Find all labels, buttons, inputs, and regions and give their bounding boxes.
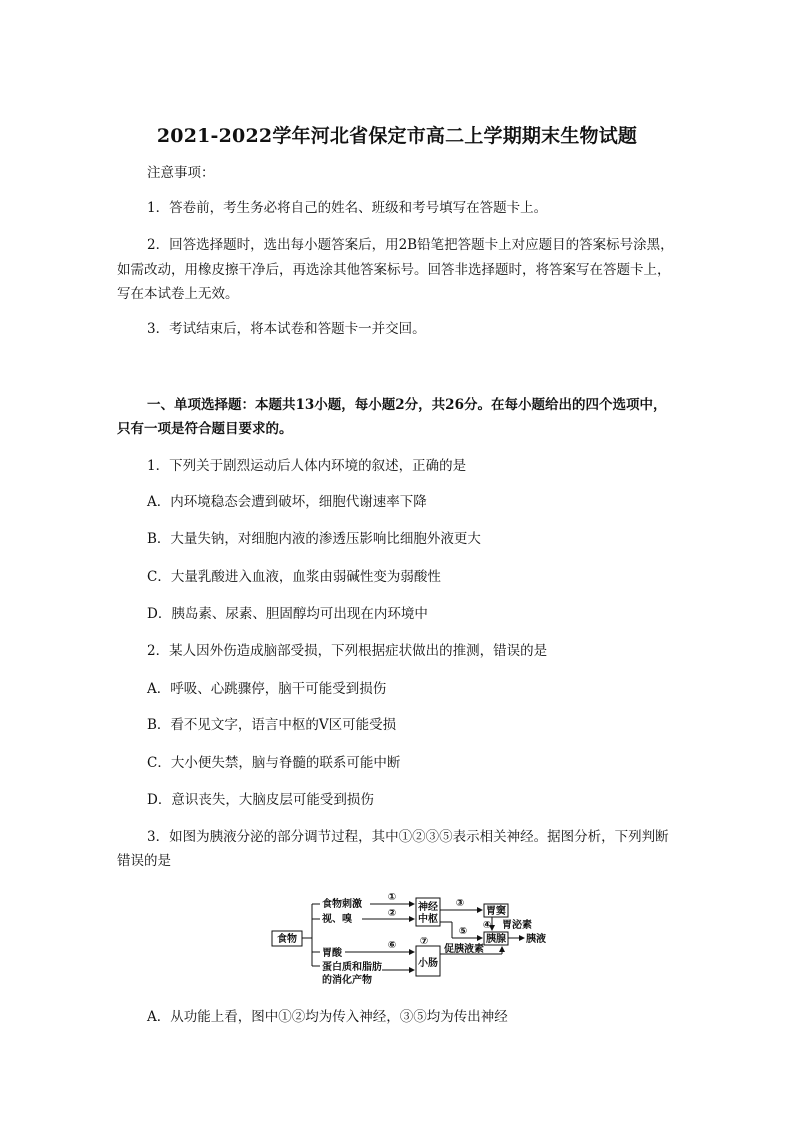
- nerve-4-label: ④: [482, 920, 492, 931]
- q1-option-b: B．大量失钠，对细胞内液的渗透压影响比细胞外液更大: [147, 531, 481, 547]
- gastrin-label: 胃泌素: [502, 920, 532, 931]
- q2-option-b: B．看不见文字，语言中枢的V区可能受损: [147, 717, 397, 733]
- q1-option-c: C．大量乳酸进入血液，血浆由弱碱性变为弱酸性: [147, 569, 441, 585]
- q1-option-a: A．内环境稳态会遭到破坏，细胞代谢速率下降: [147, 494, 427, 510]
- see-smell-label: 视、嗅: [322, 914, 352, 925]
- notice-item-3: 3．考试结束后，将本试卷和答题卡一并交回。: [147, 321, 426, 337]
- nerve-2-label: ②: [387, 908, 397, 919]
- notice-heading: 注意事项：: [147, 165, 215, 181]
- q3-stem-line-1: 3．如图为胰液分泌的部分调节过程，其中①②③⑤表示相关神经。据图分析，下列判断: [147, 829, 669, 845]
- section-heading-line-1: 一、单项选择题：本题共13小题，每小题2分，共26分。在每小题给出的四个选项中，: [147, 397, 667, 413]
- pancreas-label: 胰腺: [486, 934, 506, 945]
- nerve-center-label-2: 中枢: [418, 914, 438, 925]
- q1-option-d: D．胰岛素、尿素、胆固醇均可出现在内环境中: [147, 606, 428, 622]
- q2-option-a: A．呼吸、心跳骤停，脑干可能受到损伤: [147, 681, 387, 697]
- q2-option-d: D．意识丧失，大脑皮层可能受到损伤: [147, 792, 374, 808]
- notice-item-2-line-3: 写在本试卷上无效。: [117, 286, 239, 302]
- stomach-sinus-label: 胃窦: [486, 906, 506, 917]
- notice-item-1: 1．答卷前，考生务必将自己的姓名、班级和考号填写在答题卡上。: [147, 200, 548, 216]
- q3-option-a: A．从功能上看，图中①②均为传入神经，③⑤均为传出神经: [147, 1009, 508, 1025]
- protein-fat-label-1: 蛋白质和脂肪: [322, 962, 382, 973]
- nerve-5-label: ⑤: [458, 926, 468, 937]
- nerve-3-label: ③: [455, 898, 465, 909]
- notice-item-2-line-1: 2．回答选择题时，选出每小题答案后，用2B铅笔把答题卡上对应题目的答案标号涂黑，: [147, 237, 674, 253]
- section-heading-line-2: 只有一项是符合题目要求的。: [117, 421, 293, 437]
- nerve-1-label: ①: [387, 892, 397, 903]
- q1-stem: 1．下列关于剧烈运动后人体内环境的叙述，正确的是: [147, 458, 467, 474]
- q2-option-c: C．大小便失禁，脑与脊髓的联系可能中断: [147, 755, 401, 771]
- food-label: 食物: [277, 934, 297, 945]
- nerve-6-label: ⑥: [387, 940, 397, 951]
- q2-stem: 2．某人因外伤造成脑部受损，下列根据症状做出的推测，错误的是: [147, 643, 548, 659]
- secretin-label: 促胰液素: [444, 944, 484, 955]
- nerve-center-label-1: 神经: [418, 902, 438, 913]
- nerve-7-label: ⑦: [419, 936, 429, 947]
- notice-item-2-line-2: 如需改动，用橡皮擦干净后，再选涂其他答案标号。回答非选择题时，将答案写在答题卡上，: [117, 262, 671, 278]
- protein-fat-label-2: 的消化产物: [322, 975, 372, 986]
- food-stimulus-label: 食物刺激: [322, 899, 362, 910]
- q3-stem-line-2: 错误的是: [117, 853, 171, 869]
- stomach-acid-label: 胃酸: [322, 948, 342, 959]
- pancreatic-secretion-diagram: [270, 886, 570, 990]
- small-intestine-label: 小肠: [418, 958, 438, 969]
- pancreatic-juice-label: 胰液: [526, 934, 546, 945]
- page-title: 2021-2022学年河北省保定市高二上学期期末生物试题: [156, 125, 638, 147]
